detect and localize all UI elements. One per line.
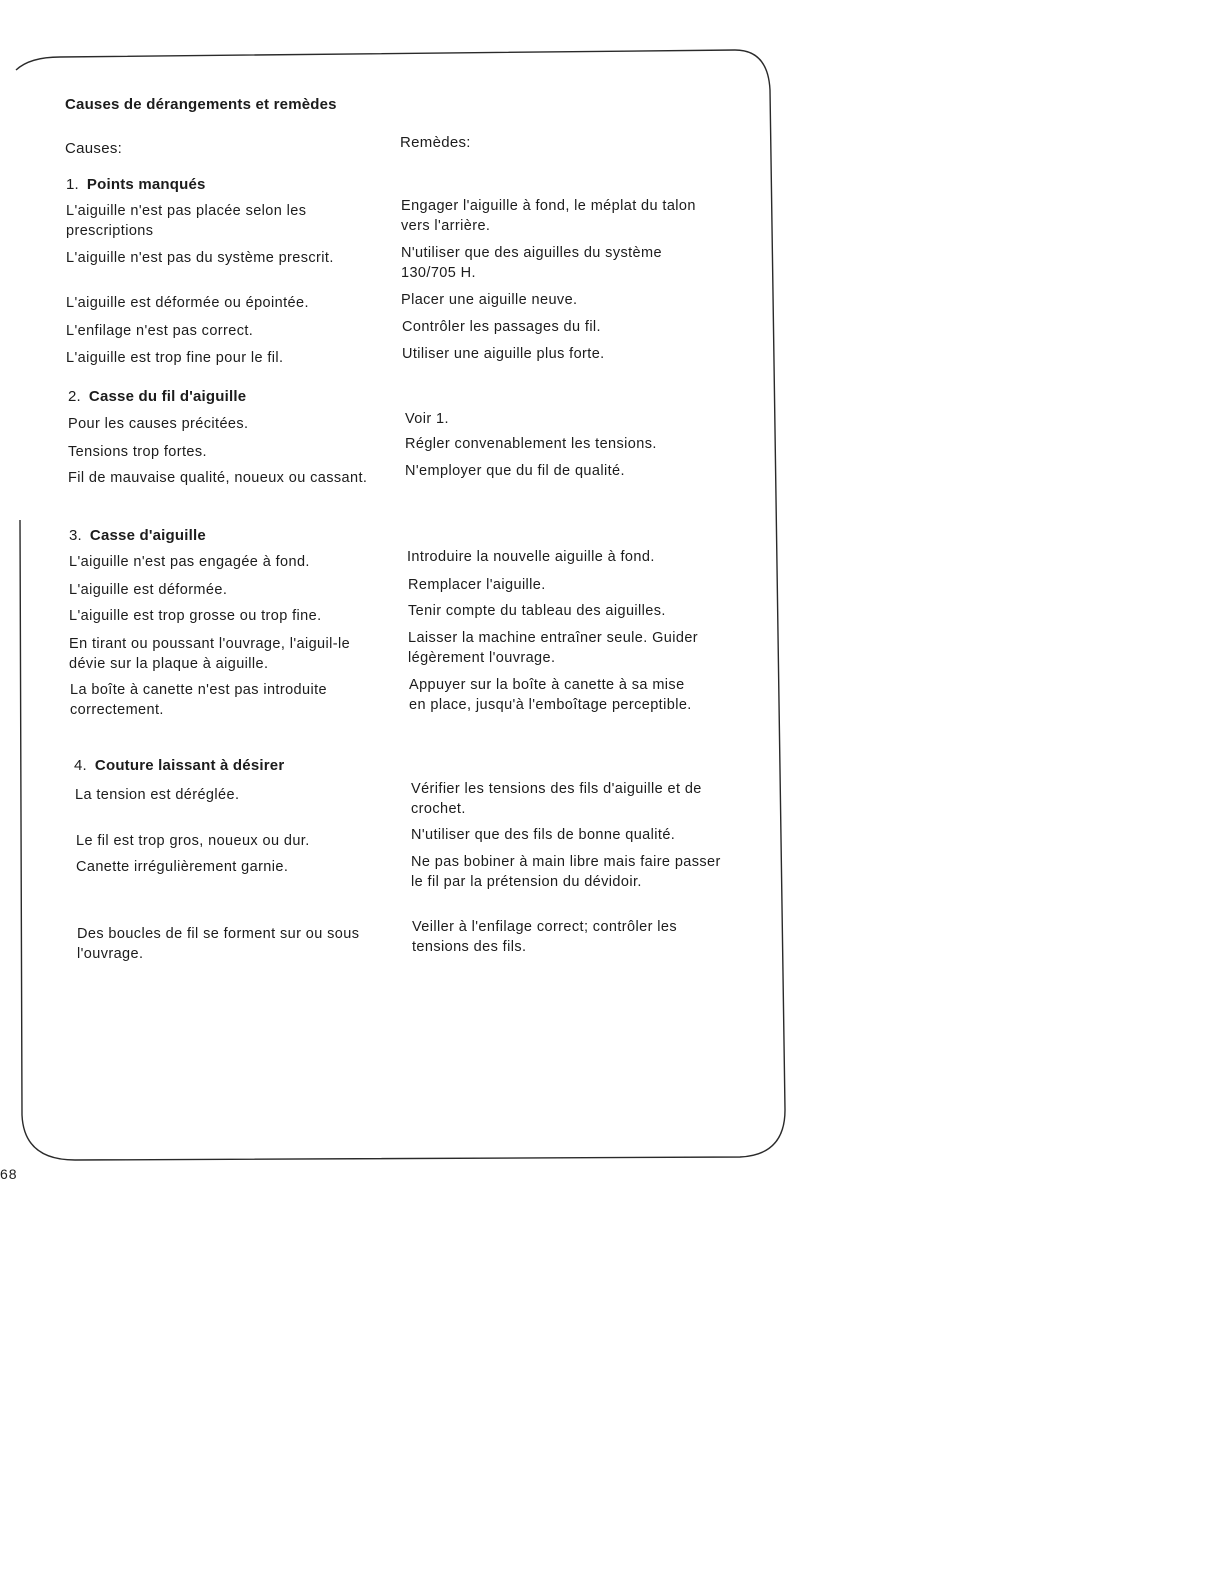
remedy-text: N'utiliser que des fils de bonne qualité.	[411, 827, 676, 843]
remedy-text: Ne pas bobiner à main libre mais faire passer le fil par la prétension du dévidoir.	[411, 854, 721, 890]
section-heading-1	[66, 176, 206, 193]
remedy-text: Régler convenablement les tensions.	[405, 436, 657, 452]
cause-text: L'aiguille est trop fine pour le fil.	[66, 350, 284, 366]
section-number: 2.	[68, 388, 81, 405]
section-title: Couture laissant à désirer	[94, 757, 285, 774]
section-title: Casse d'aiguille	[89, 527, 206, 544]
remedy-text: Vérifier les tensions des fils d'aiguille et de crochet.	[411, 781, 702, 817]
cause-text: L'aiguille n'est pas placée selon les prescriptions	[66, 203, 307, 239]
remedy-text: Contrôler les passages du fil.	[402, 319, 601, 335]
cause-text: Tensions trop fortes.	[68, 444, 207, 460]
cause-text: Fil de mauvaise qualité, noueux ou cassant.	[68, 470, 368, 486]
remedy-text: Utiliser une aiguille plus forte.	[402, 346, 605, 362]
cause-text: En tirant ou poussant l'ouvrage, l'aiguil-le dévie sur la plaque à aiguille.	[69, 636, 351, 672]
cause-text: Le fil est trop gros, noueux ou dur.	[76, 833, 310, 849]
cause-text: L'aiguille est trop grosse ou trop fine.	[69, 608, 322, 624]
cause-text: L'enfilage n'est pas correct.	[66, 323, 254, 339]
page-number: 68	[0, 1166, 18, 1182]
section-number: 3.	[69, 527, 82, 544]
remedy-text: Engager l'aiguille à fond, le méplat du talon vers l'arrière.	[401, 198, 696, 234]
remedy-text: Laisser la machine entraîner seule. Guider légèrement l'ouvrage.	[408, 630, 699, 666]
cause-text: La boîte à canette n'est pas introduite correctement.	[70, 682, 327, 718]
page-title: Causes de dérangements et remèdes	[65, 96, 337, 113]
cause-text: L'aiguille est déformée ou épointée.	[66, 295, 309, 311]
cause-text: L'aiguille n'est pas du système prescrit.	[66, 250, 334, 266]
cause-text: L'aiguille est déformée.	[69, 582, 228, 598]
section-number: 4.	[74, 757, 87, 774]
remedy-text: Voir 1.	[405, 411, 449, 427]
cause-text: L'aiguille n'est pas engagée à fond.	[69, 554, 310, 570]
section-heading-4	[74, 757, 284, 774]
cause-text: La tension est déréglée.	[75, 787, 240, 803]
cause-text: Canette irrégulièrement garnie.	[76, 859, 289, 875]
remedies-column-header: Remèdes:	[400, 134, 471, 151]
cause-text: Pour les causes précitées.	[68, 416, 249, 432]
section-title: Points manqués	[86, 176, 206, 193]
remedy-text: Appuyer sur la boîte à canette à sa mise en place, jusqu'à l'emboîtage perceptible.	[409, 677, 692, 713]
section-title: Casse du fil d'aiguille	[88, 388, 247, 405]
section-heading-2	[68, 388, 246, 405]
remedy-text: N'employer que du fil de qualité.	[405, 463, 625, 479]
section-heading-3	[69, 527, 206, 544]
section-number: 1.	[66, 176, 79, 193]
cause-text: Des boucles de fil se forment sur ou sous l'ouvrage.	[77, 926, 360, 962]
remedy-text: Introduire la nouvelle aiguille à fond.	[407, 549, 655, 565]
remedy-text: Veiller à l'enfilage correct; contrôler les tensions des fils.	[412, 919, 677, 955]
remedy-text: N'utiliser que des aiguilles du système 130/705 H.	[401, 245, 662, 281]
causes-column-header: Causes:	[65, 140, 123, 157]
remedy-text: Tenir compte du tableau des aiguilles.	[408, 603, 666, 619]
remedy-text: Placer une aiguille neuve.	[401, 292, 578, 308]
remedy-text: Remplacer l'aiguille.	[408, 577, 546, 593]
